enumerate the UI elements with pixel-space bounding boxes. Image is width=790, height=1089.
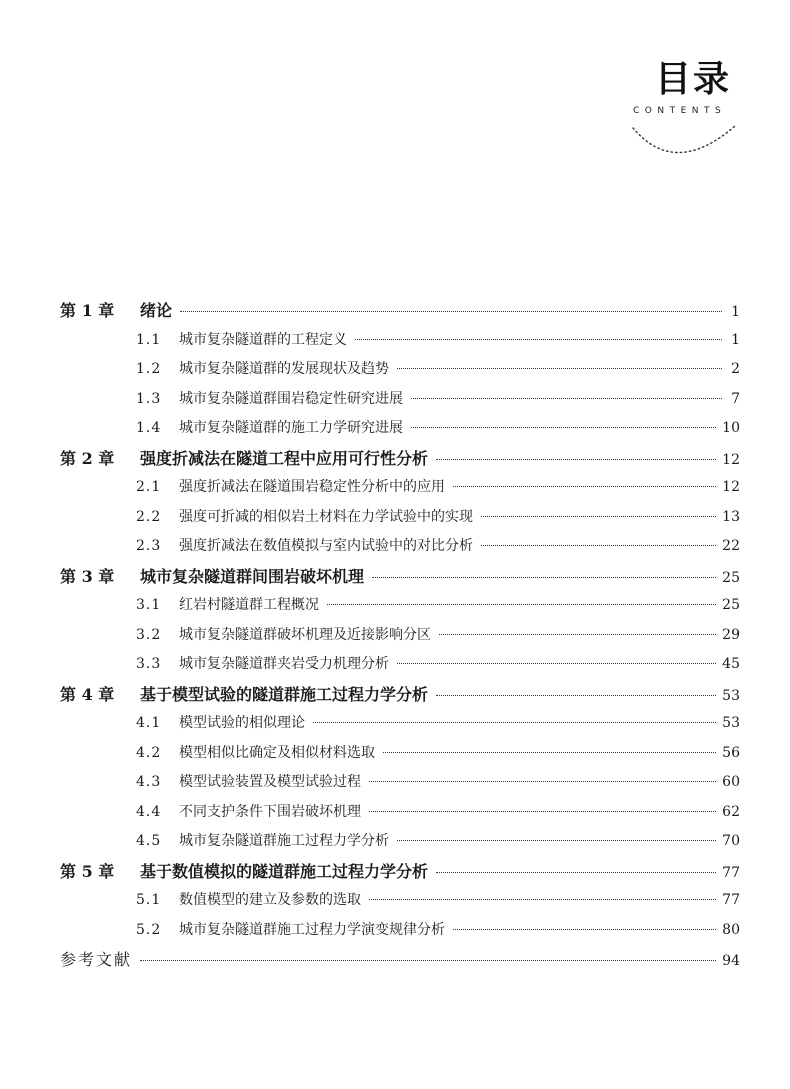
toc-section-row[interactable] bbox=[60, 414, 740, 444]
toc-entry-title: 城市复杂隧道群夹岩受力机理分析 bbox=[179, 656, 389, 672]
toc-entry-number: 4.3 bbox=[136, 774, 162, 790]
dot-leader bbox=[439, 634, 716, 635]
toc-entry-title: 城市复杂隧道群的工程定义 bbox=[179, 331, 347, 348]
toc-section-row[interactable] bbox=[60, 886, 740, 916]
toc-page-number: 77 bbox=[722, 892, 740, 908]
toc-entry-number: 1.3 bbox=[136, 390, 162, 407]
toc-page-number: 10 bbox=[722, 420, 740, 436]
dot-leader bbox=[383, 752, 716, 753]
toc-entry-title: 强度折减法在隧道工程中应用可行性分析 bbox=[140, 448, 429, 468]
contents-header bbox=[615, 58, 765, 168]
toc-entry-number: 3.2 bbox=[136, 626, 162, 643]
dot-leader bbox=[481, 545, 716, 546]
table-of-contents bbox=[60, 296, 740, 975]
toc-entry-number: 5.1 bbox=[136, 892, 162, 908]
dot-leader bbox=[411, 427, 716, 428]
toc-section-row[interactable] bbox=[60, 650, 740, 680]
toc-chapter-row[interactable] bbox=[60, 680, 740, 710]
toc-section-row[interactable] bbox=[60, 385, 740, 415]
toc-page-number: 56 bbox=[722, 744, 740, 761]
toc-page-number: 53 bbox=[722, 715, 740, 731]
toc-page-number: 25 bbox=[722, 569, 740, 586]
toc-entry-title: 城市复杂隧道群施工过程力学分析 bbox=[179, 833, 389, 849]
toc-entry-number: 第 1 章 bbox=[60, 301, 115, 320]
toc-section-row[interactable] bbox=[60, 768, 740, 798]
toc-entry-title: 城市复杂隧道群破坏机理及近接影响分区 bbox=[179, 626, 431, 643]
dot-leader bbox=[453, 929, 716, 930]
dot-leader bbox=[369, 811, 716, 812]
toc-entry-number: 2.1 bbox=[136, 479, 162, 495]
page-title: 目录 bbox=[655, 59, 732, 100]
dot-leader bbox=[369, 781, 716, 782]
toc-entry-number: 5.2 bbox=[136, 921, 162, 938]
toc-page-number: 45 bbox=[722, 656, 740, 672]
toc-entry-title: 强度折减法在数值模拟与室内试验中的对比分析 bbox=[179, 538, 473, 554]
toc-entry-title: 强度折减法在隧道围岩稳定性分析中的应用 bbox=[179, 479, 445, 495]
toc-entry-number: 第 2 章 bbox=[60, 448, 115, 468]
toc-page-number: 7 bbox=[731, 390, 740, 407]
dot-leader bbox=[436, 872, 716, 873]
toc-entry-number: 第 5 章 bbox=[60, 861, 115, 881]
toc-chapter-row[interactable] bbox=[60, 444, 740, 474]
dotted-arc-ornament bbox=[615, 58, 765, 168]
toc-page-number: 70 bbox=[722, 833, 740, 849]
toc-entry-number: 4.1 bbox=[136, 715, 162, 731]
toc-page-number: 77 bbox=[722, 864, 740, 881]
toc-page-number: 12 bbox=[722, 479, 740, 495]
toc-page-number: 13 bbox=[722, 508, 740, 525]
toc-entry-number: 2.2 bbox=[136, 508, 162, 525]
toc-section-row[interactable] bbox=[60, 827, 740, 857]
toc-entry-number: 第 3 章 bbox=[60, 566, 115, 586]
toc-section-row[interactable] bbox=[60, 916, 740, 946]
toc-entry-title: 红岩村隧道群工程概况 bbox=[179, 597, 319, 613]
toc-page-number: 80 bbox=[722, 921, 740, 938]
dot-leader bbox=[436, 695, 716, 696]
dot-leader bbox=[369, 899, 716, 900]
dot-leader bbox=[436, 459, 716, 460]
toc-entry-title: 城市复杂隧道群的发展现状及趋势 bbox=[179, 361, 389, 377]
toc-page-number: 60 bbox=[722, 774, 740, 790]
dot-leader bbox=[453, 486, 716, 487]
toc-page-number: 2 bbox=[731, 361, 740, 377]
dot-leader bbox=[397, 663, 716, 664]
toc-page-number: 22 bbox=[722, 538, 740, 554]
toc-entry-number: 3.1 bbox=[136, 597, 162, 613]
toc-entry-number: 1.4 bbox=[136, 420, 162, 436]
dot-leader bbox=[327, 604, 716, 605]
toc-page-number: 53 bbox=[722, 687, 740, 704]
toc-page-number: 12 bbox=[722, 451, 740, 468]
toc-page-number: 29 bbox=[722, 626, 740, 643]
dot-leader bbox=[180, 311, 722, 312]
toc-page-number: 94 bbox=[722, 953, 740, 969]
toc-entry-number: 1.2 bbox=[136, 361, 162, 377]
toc-entry-title: 城市复杂隧道群围岩稳定性研究进展 bbox=[179, 390, 403, 407]
dot-leader bbox=[313, 722, 716, 723]
toc-entry-title: 强度可折减的相似岩土材料在力学试验中的实现 bbox=[179, 508, 473, 525]
toc-entry-number: 3.3 bbox=[136, 656, 162, 672]
toc-entry-title: 基于模型试验的隧道群施工过程力学分析 bbox=[140, 684, 429, 704]
page-subtitle: CONTENTS bbox=[633, 106, 727, 116]
toc-entry-title: 城市复杂隧道群施工过程力学演变规律分析 bbox=[179, 921, 445, 938]
toc-entry-title: 基于数值模拟的隧道群施工过程力学分析 bbox=[140, 861, 429, 881]
dot-leader bbox=[397, 368, 722, 369]
toc-entry-title: 数值模型的建立及参数的选取 bbox=[179, 892, 361, 908]
toc-chapter-row[interactable] bbox=[60, 562, 740, 592]
toc-page-number: 25 bbox=[722, 597, 740, 613]
toc-entry-number: 4.2 bbox=[136, 744, 162, 761]
toc-section-row[interactable] bbox=[60, 473, 740, 503]
toc-section-row[interactable] bbox=[60, 709, 740, 739]
toc-section-row[interactable] bbox=[60, 621, 740, 651]
toc-section-row[interactable] bbox=[60, 739, 740, 769]
toc-page-number: 62 bbox=[722, 803, 740, 820]
dot-leader bbox=[355, 339, 722, 340]
toc-entry-number: 2.3 bbox=[136, 538, 162, 554]
toc-entry-title: 模型试验装置及模型试验过程 bbox=[179, 774, 361, 790]
toc-entry-title: 城市复杂隧道群间围岩破坏机理 bbox=[140, 566, 365, 586]
toc-entry-number: 第 4 章 bbox=[60, 684, 115, 704]
toc-page-number: 1 bbox=[731, 331, 740, 348]
toc-section-row[interactable] bbox=[60, 355, 740, 385]
toc-entry-title: 绪论 bbox=[140, 301, 173, 320]
dot-leader bbox=[411, 398, 722, 399]
toc-section-row[interactable] bbox=[60, 503, 740, 533]
toc-entry-number: 1.1 bbox=[136, 331, 162, 348]
toc-section-row[interactable] bbox=[60, 532, 740, 562]
toc-section-row[interactable] bbox=[60, 798, 740, 828]
toc-entry-title: 模型相似比确定及相似材料选取 bbox=[179, 744, 375, 761]
toc-entry-title: 模型试验的相似理论 bbox=[179, 715, 305, 731]
toc-section-row[interactable] bbox=[60, 326, 740, 356]
dot-leader bbox=[372, 577, 716, 578]
toc-entry-number: 4.4 bbox=[136, 803, 162, 820]
toc-section-row[interactable] bbox=[60, 591, 740, 621]
dot-leader bbox=[140, 960, 716, 961]
toc-entry-title: 不同支护条件下围岩破坏机理 bbox=[179, 803, 361, 820]
toc-references-row[interactable] bbox=[60, 945, 740, 975]
toc-page-number: 1 bbox=[731, 304, 740, 320]
dot-leader bbox=[481, 516, 716, 517]
toc-entry-title: 城市复杂隧道群的施工力学研究进展 bbox=[179, 420, 403, 436]
toc-chapter-row[interactable] bbox=[60, 857, 740, 887]
toc-entry-number: 4.5 bbox=[136, 833, 162, 849]
dot-leader bbox=[397, 840, 716, 841]
toc-chapter-row[interactable] bbox=[60, 296, 740, 326]
toc-entry-title: 参考文献 bbox=[60, 950, 133, 969]
